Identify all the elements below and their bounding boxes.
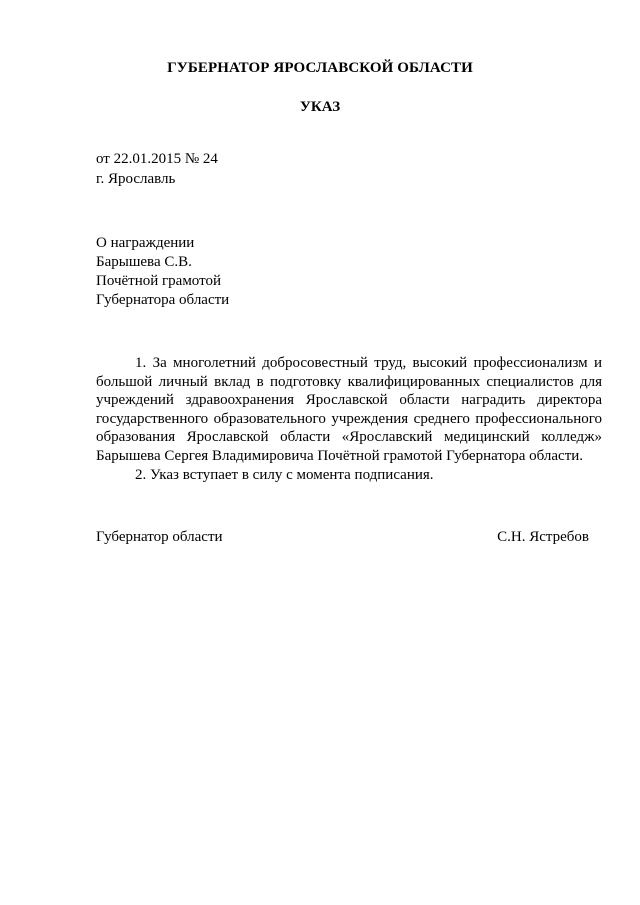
subject-line: Почётной грамотой [96, 273, 221, 289]
signatory-name: С.Н. Ястребов [497, 529, 589, 545]
subject-line: Губернатора области [96, 292, 230, 308]
date-number: от 22.01.2015 № 24 [96, 151, 218, 167]
document-subject [96, 234, 229, 310]
body-paragraph-2: 2. Указ вступает в силу с момента подписания. [135, 466, 434, 483]
document-type: УКАЗ [299, 99, 341, 115]
signatory-position: Губернатор области [96, 529, 223, 545]
issuing-authority: ГУБЕРНАТОР ЯРОСЛАВСКОЙ ОБЛАСТИ [167, 60, 473, 76]
place: г. Ярославль [96, 171, 176, 187]
subject-line: О награждении [96, 235, 195, 251]
signature-block [96, 529, 589, 546]
document-meta [96, 149, 218, 189]
document-body [96, 354, 602, 484]
body-paragraph-1: 1. За многолетний добросовестный труд, высокий профессионализм и большой личный вклад в подготовку квалифицированных специалистов для учреждений здравоохранения Ярославской области наградить директора государственного образовательного учреждения среднего профессионального образования Ярославской области «Ярославский медицинский колледж» Барышева Сергея Владимировича Почётной грамотой Губернатора области. [96, 355, 602, 464]
subject-line: Барышева С.В. [96, 254, 192, 270]
